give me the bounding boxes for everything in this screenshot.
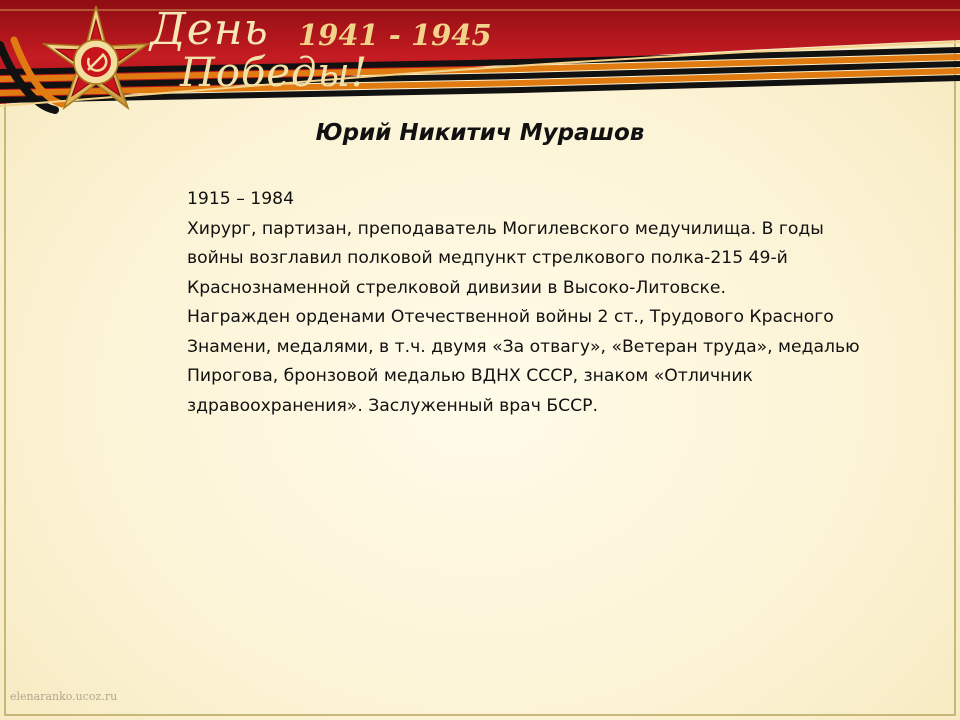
biography-paragraph-1: Хирург, партизан, преподаватель Могилевского медучилища. В годы войны возглавил полковой медпункт стрелкового полка-215 49-й Краснознаменной стрелковой дивизии в Высоко-Литовске. <box>187 218 824 298</box>
header-years: 1941 - 1945 <box>298 18 492 52</box>
biography-paragraph-2: Награжден орденами Отечественной войны 2 ст., Трудового Красного Знамени, медалями, в т.ч. двумя «За отвагу», «Ветеран труда», медалью Пирогова, бронзовой медалью ВДНХ СССР, знаком «Отличник здравоохранения». Заслуженный врач БССР. <box>187 307 860 416</box>
person-name-title: Юрий Никитич Мурашов <box>315 120 645 146</box>
watermark: elenaranko.ucoz.ru <box>10 690 118 703</box>
victory-day-banner <box>0 0 960 125</box>
header-day-word: День <box>150 4 269 55</box>
life-dates: 1915 – 1984 <box>187 189 295 209</box>
biography-text <box>187 185 867 421</box>
header-victory-word: Победы! <box>180 50 369 96</box>
